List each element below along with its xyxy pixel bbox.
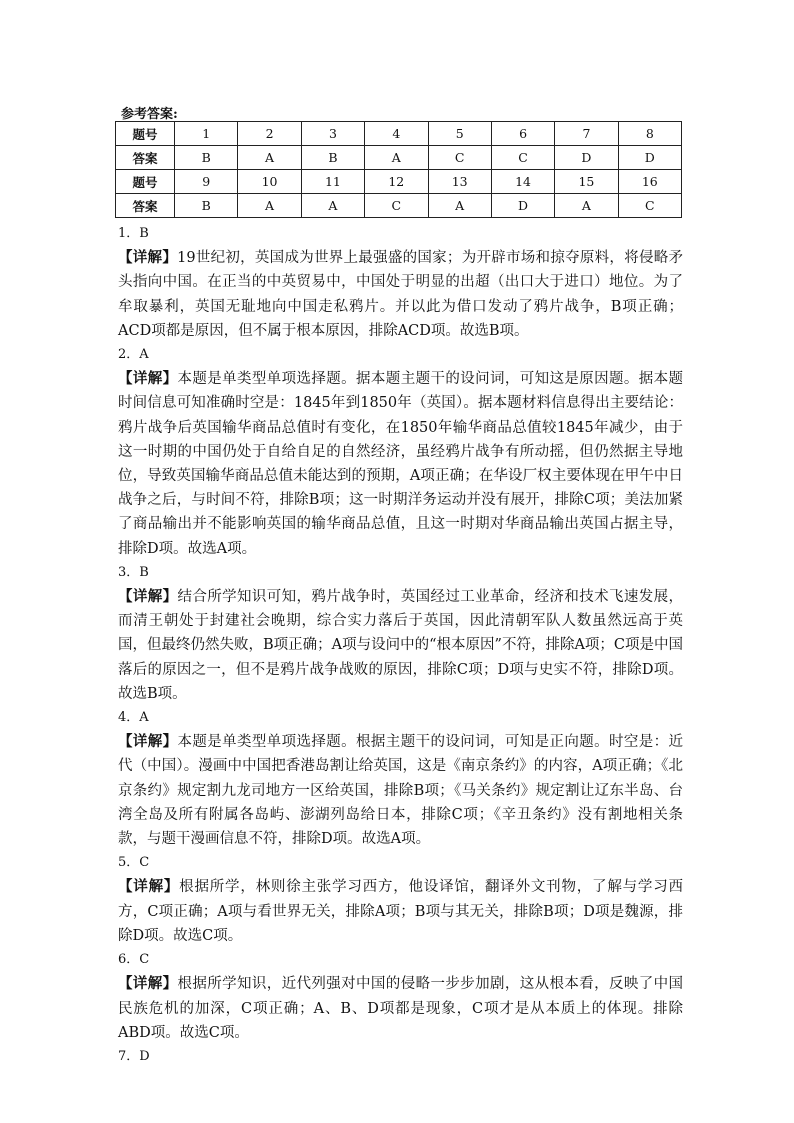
question-number-cell: 15 <box>555 170 618 194</box>
question-number-cell: 5 <box>428 122 491 146</box>
explanation-text: 本题是单类型单项选择题。根据主题干的设问词，可知是正向题。时空是：近代（中国）。漫画中中国把香港岛割让给英国，这是《南京条约》的内容，A项正确；《北京条约》规定割九龙司地方一区给英国，排除B项；《马关条约》规定割让辽东半岛、台湾全岛及所有附属各岛屿、澎湖列岛给日本，排除C项；《辛丑条约》没有割地相关条款，与题干漫画信息不符，排除D项。故选A项。 <box>118 734 683 848</box>
answer-table <box>115 121 682 218</box>
question-number-cell: 2 <box>238 122 301 146</box>
explanation-number: 2．A <box>118 347 149 363</box>
explanation-text: 本题是单类型单项选择题。据本题主题干的设问词，可知这是原因题。据本题时间信息可知准确时空是：1845年到1850年（英国）。据本题材料信息得出主要结论：鸦片战争后英国输华商品总值时有变化，在1850年输华商品总值较1845年减少，由于这一时期的中国仍处于自给自足的自然经济，虽经鸦片战争有所动摇，但仍然据主导地位，导致英国输华商品总值未能达到的预期，A项正确；在华设厂权主要体现在甲午中日战争之后，与时间不符，排除B项；这一时期洋务运动并没有展开，排除C项；美法加紧了商品输出并不能影响英国的输华商品总值，且这一时期对华商品输出英国占据主导，排除D项。故选A项。 <box>118 371 683 557</box>
answer-cell: B <box>175 146 238 170</box>
question-number-cell: 7 <box>555 122 618 146</box>
answer-cell: D <box>618 146 681 170</box>
detail-label: 【详解】 <box>118 878 180 896</box>
answer-cell: B <box>301 146 364 170</box>
explanation-paragraph <box>118 875 683 948</box>
explanation-number: 3．B <box>118 564 149 580</box>
row-header: 答案 <box>116 146 175 170</box>
answer-cell: C <box>491 146 554 170</box>
explanation-text: 结合所学知识可知，鸦片战争时，英国经过工业革命，经济和技术飞速发展，而清王朝处于封建社会晚期，综合实力落后于英国，因此清朝军队人数虽然远高于英国，但最终仍然失败，B项正确；A项与设问中的“根本原因”不符，排除A项；C项是中国落后的原因之一，但不是鸦片战争战败的原因，排除C项；D项与史实不符，排除D项。故选B项。 <box>118 589 684 702</box>
question-number-cell: 16 <box>618 170 681 194</box>
row-header: 答案 <box>116 194 175 218</box>
question-number-cell: 10 <box>238 170 301 194</box>
answer-cell: C <box>618 194 681 218</box>
explanation-paragraph <box>118 246 683 343</box>
question-number-cell: 13 <box>428 170 491 194</box>
explanation-number: 7．D <box>118 1048 150 1064</box>
explanation-number: 5．C <box>118 855 150 871</box>
answer-cell: A <box>555 194 618 218</box>
question-number-cell: 12 <box>365 170 428 194</box>
detail-label: 【详解】 <box>118 249 178 267</box>
table-row <box>116 122 682 146</box>
answer-cell: A <box>238 146 301 170</box>
answer-cell: A <box>365 146 428 170</box>
explanation-paragraph <box>118 585 683 706</box>
answer-cell: A <box>301 194 364 218</box>
detail-label: 【详解】 <box>118 733 178 751</box>
question-number-cell: 6 <box>491 122 554 146</box>
explanation-number: 1．B <box>118 226 149 241</box>
explanation-paragraph <box>118 972 683 1045</box>
table-row <box>116 194 682 218</box>
question-number-cell: 11 <box>301 170 364 194</box>
explanation-text: 根据所学知识，近代列强对中国的侵略一步步加剧，这从根本看，反映了中国民族危机的加深，C项正确；A、B、D项都是现象，C项才是从本质上的体现。排除ABD项。故选C项。 <box>118 976 683 1041</box>
row-header: 题号 <box>116 122 175 146</box>
explanation-text: 根据所学，林则徐主张学习西方，他设译馆，翻译外文刊物，了解与学习西方，C项正确；A项与看世界无关，排除A项；B项与其无关，排除B项；D项是魏源，排除D项。故选C项。 <box>118 879 684 944</box>
row-header: 题号 <box>116 170 175 194</box>
answer-cell: A <box>428 194 491 218</box>
explanation-paragraph <box>118 367 683 561</box>
answer-cell: B <box>175 194 238 218</box>
answer-cell: A <box>238 194 301 218</box>
answer-cell: C <box>428 146 491 170</box>
answer-cell: C <box>365 194 428 218</box>
detail-label: 【详解】 <box>118 588 178 606</box>
question-number-cell: 3 <box>301 122 364 146</box>
question-number-cell: 8 <box>618 122 681 146</box>
question-number-cell: 4 <box>365 122 428 146</box>
explanation-paragraph <box>118 730 683 851</box>
explanation-text: 19世纪初，英国成为世界上最强盛的国家；为开辟市场和掠夺原料，将侵略矛头指向中国。在正当的中英贸易中，中国处于明显的出超（出口大于进口）地位。为了牟取暴利，英国无耻地向中国走私鸦片。并以此为借口发动了鸦片战争，B项正确；ACD项都是原因，但不属于根本原因，排除ACD项。故选B项。 <box>118 250 684 339</box>
question-number-cell: 1 <box>175 122 238 146</box>
detail-label: 【详解】 <box>118 975 178 993</box>
table-row <box>116 146 682 170</box>
explanations <box>118 222 683 1069</box>
question-number-cell: 14 <box>491 170 554 194</box>
question-number-cell: 9 <box>175 170 238 194</box>
answer-key-heading: 参考答案: <box>121 107 178 122</box>
answer-cell: D <box>555 146 618 170</box>
detail-label: 【详解】 <box>118 370 178 388</box>
explanation-number: 4．A <box>118 710 149 726</box>
table-row <box>116 170 682 194</box>
explanation-number: 6．C <box>118 952 150 968</box>
answer-cell: D <box>491 194 554 218</box>
